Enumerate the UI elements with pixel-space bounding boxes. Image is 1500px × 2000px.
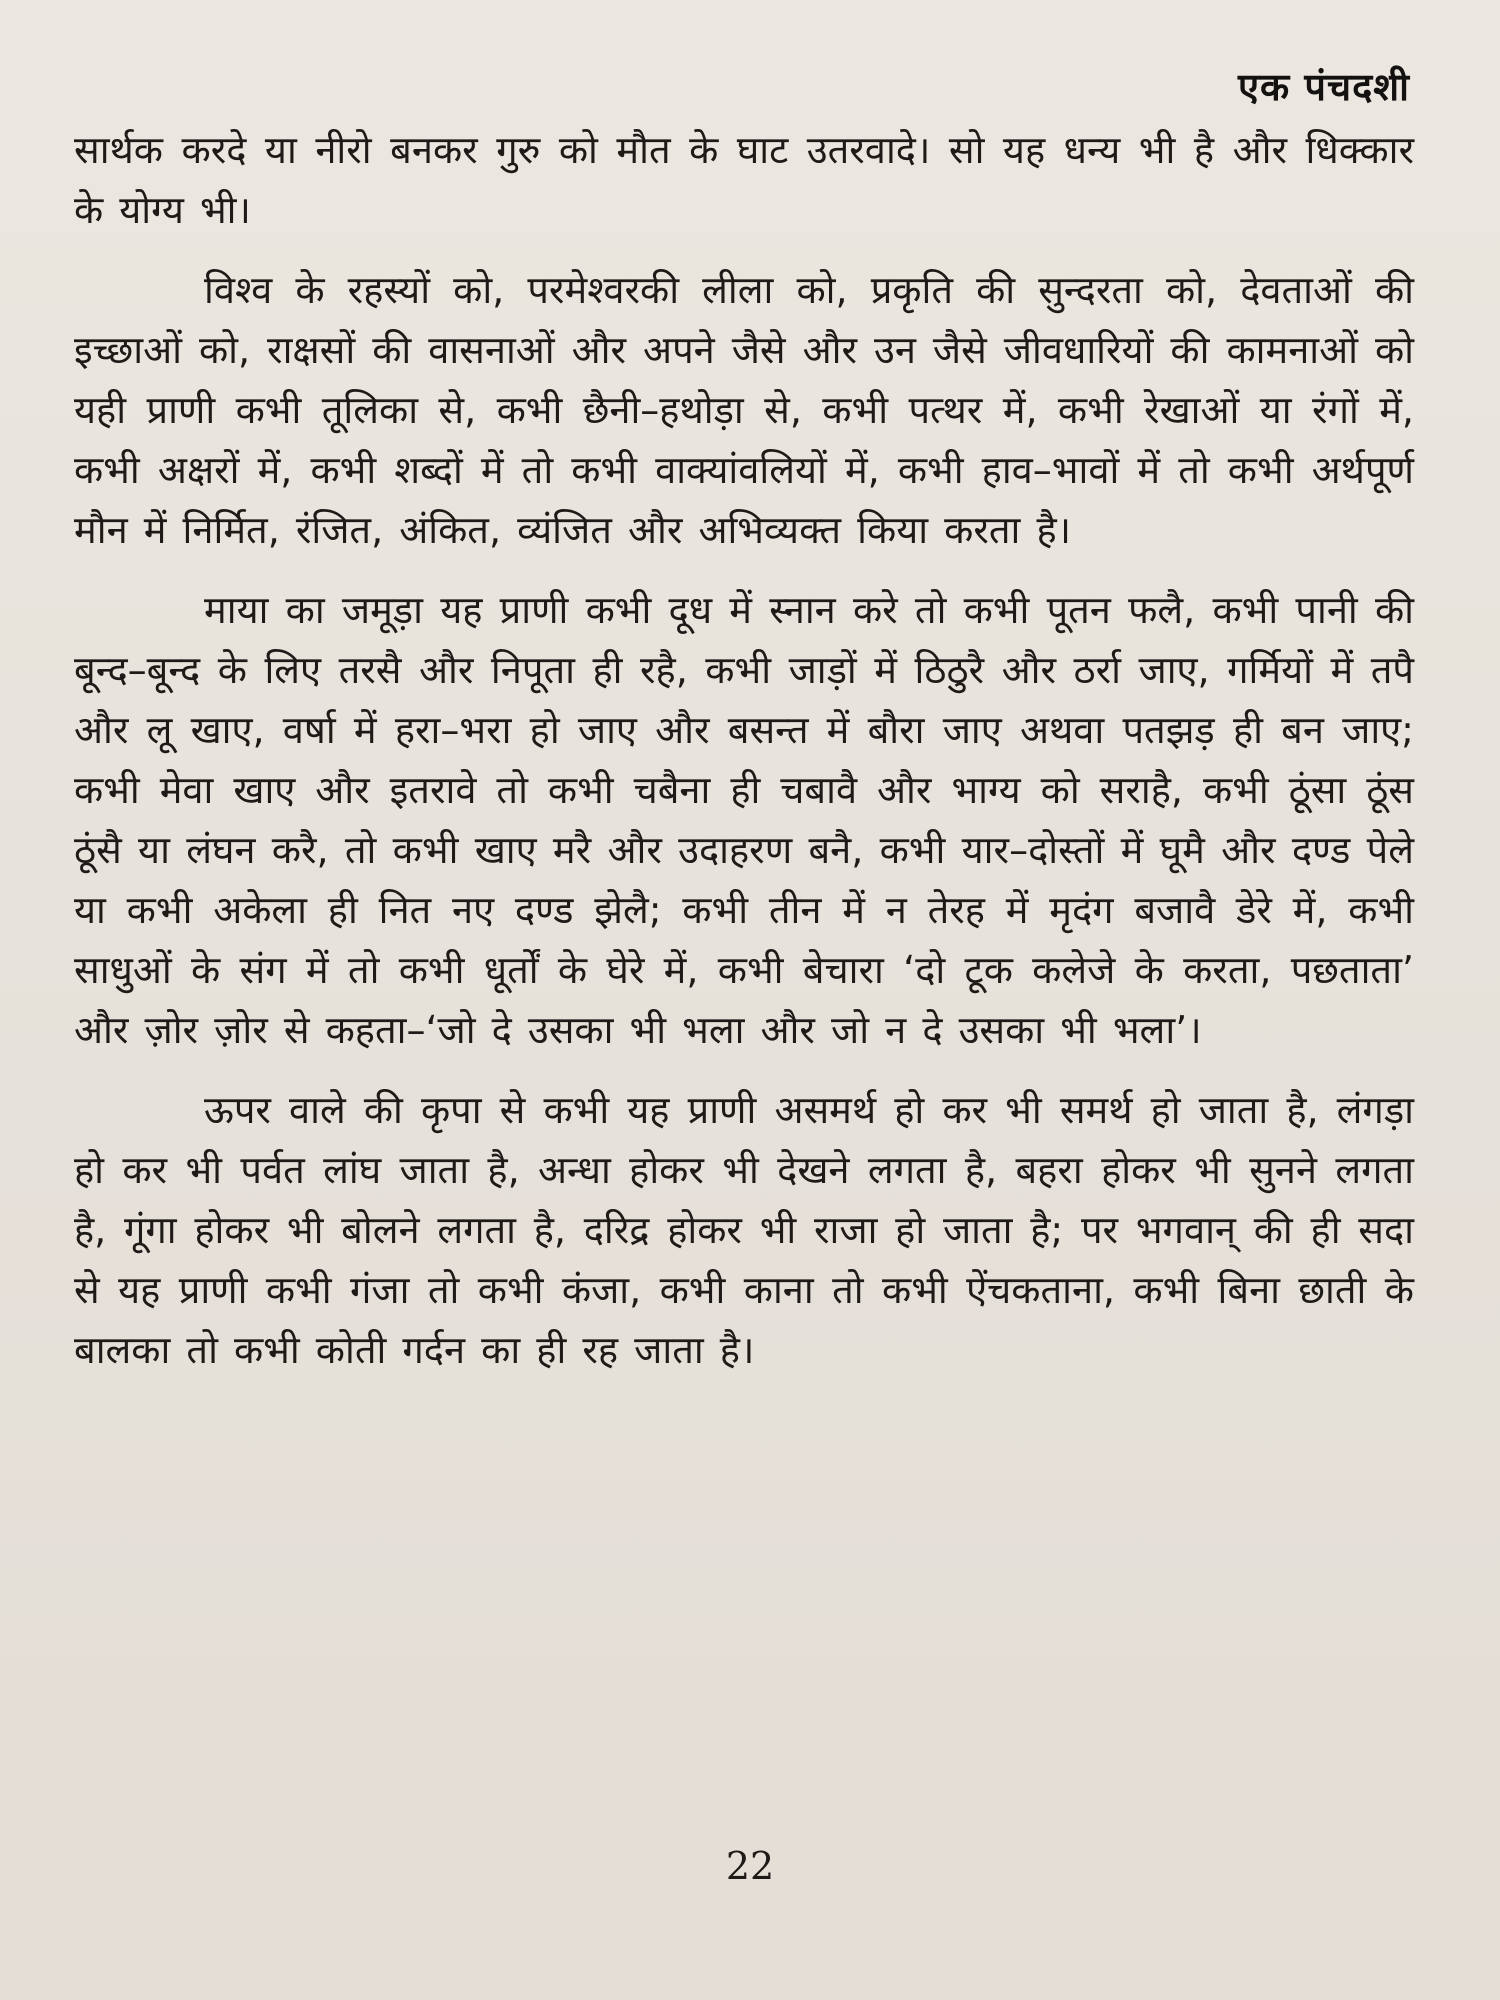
paragraph-1: सार्थक करदे या नीरो बनकर गुरु को मौत के घाट उतरवादे। सो यह धन्य भी है और धिक्कार के योग्य भी।: [74, 128, 1414, 232]
paragraph-3: माया का जमूड़ा यह प्राणी कभी दूध में स्नान करे तो कभी पूतन फलै, कभी पानी की बून्द–बून्द के लिए तरसै और निपूता ही रहै, कभी जाड़ों में ठिठुरै और ठर्रा जाए, गर्मियों में तपै और लू खाए, वर्षा में हरा–भरा हो जाए और बसन्त में बौरा जाए अथवा पतझड़ ही बन जाए; कभी मेवा खाए और इतरावे तो कभी चबैना ही चबावै और भाग्य को सराहै, कभी ठूंसा ठूंस ठूंसै या लंघन करै, तो कभी खाए मरै और उदाहरण बनै, कभी यार–दोस्तों में घूमै और दण्ड पेले या कभी अकेला ही नित नए दण्ड झेलै; कभी तीन में न तेरह में मृदंग बजावै डेरे में, कभी साधुओं के संग में तो कभी धूर्तों के घेरे में, कभी बेचारा ‘दो टूक कलेजे के करता, पछताता’ और ज़ोर ज़ोर से कहता–‘जो दे उसका भी भला और जो न दे उसका भी भला’।: [74, 588, 1415, 1052]
running-head: एक पंचदशी: [1237, 65, 1410, 109]
paragraph-2: विश्व के रहस्यों को, परमेश्वरकी लीला को, प्रकृति की सुन्दरता को, देवताओं की इच्छाओं को, राक्षसों की वासनाओं और अपने जैसे और उन जैसे जीवधारियों की कामनाओं को यही प्राणी कभी तूलिका से, कभी छैनी–हथोड़ा से, कभी पत्थर में, कभी रेखाओं या रंगों में, कभी अक्षरों में, कभी शब्दों में तो कभी वाक्यांवलियों में, कभी हाव–भावों में तो कभी अर्थपूर्ण मौन में निर्मित, रंजित, अंकित, व्यंजित और अभिव्यक्त किया करता है।: [74, 268, 1414, 552]
paragraph-4: ऊपर वाले की कृपा से कभी यह प्राणी असमर्थ हो कर भी समर्थ हो जाता है, लंगड़ा हो कर भी पर्वत लांघ जाता है, अन्धा होकर भी देखने लगता है, बहरा होकर भी सुनने लगता है, गूंगा होकर भी बोलने लगता है, दरिद्र होकर भी राजा हो जाता है; पर भगवान् की ही सदा से यह प्राणी कभी गंजा तो कभी कंजा, कभी काना तो कभी ऐंचकताना, कभी बिना छाती के बालका तो कभी कोती गर्दन का ही रह जाता है।: [74, 1088, 1414, 1372]
page-number: 22: [725, 1844, 775, 1888]
body-text: [74, 120, 1414, 1400]
